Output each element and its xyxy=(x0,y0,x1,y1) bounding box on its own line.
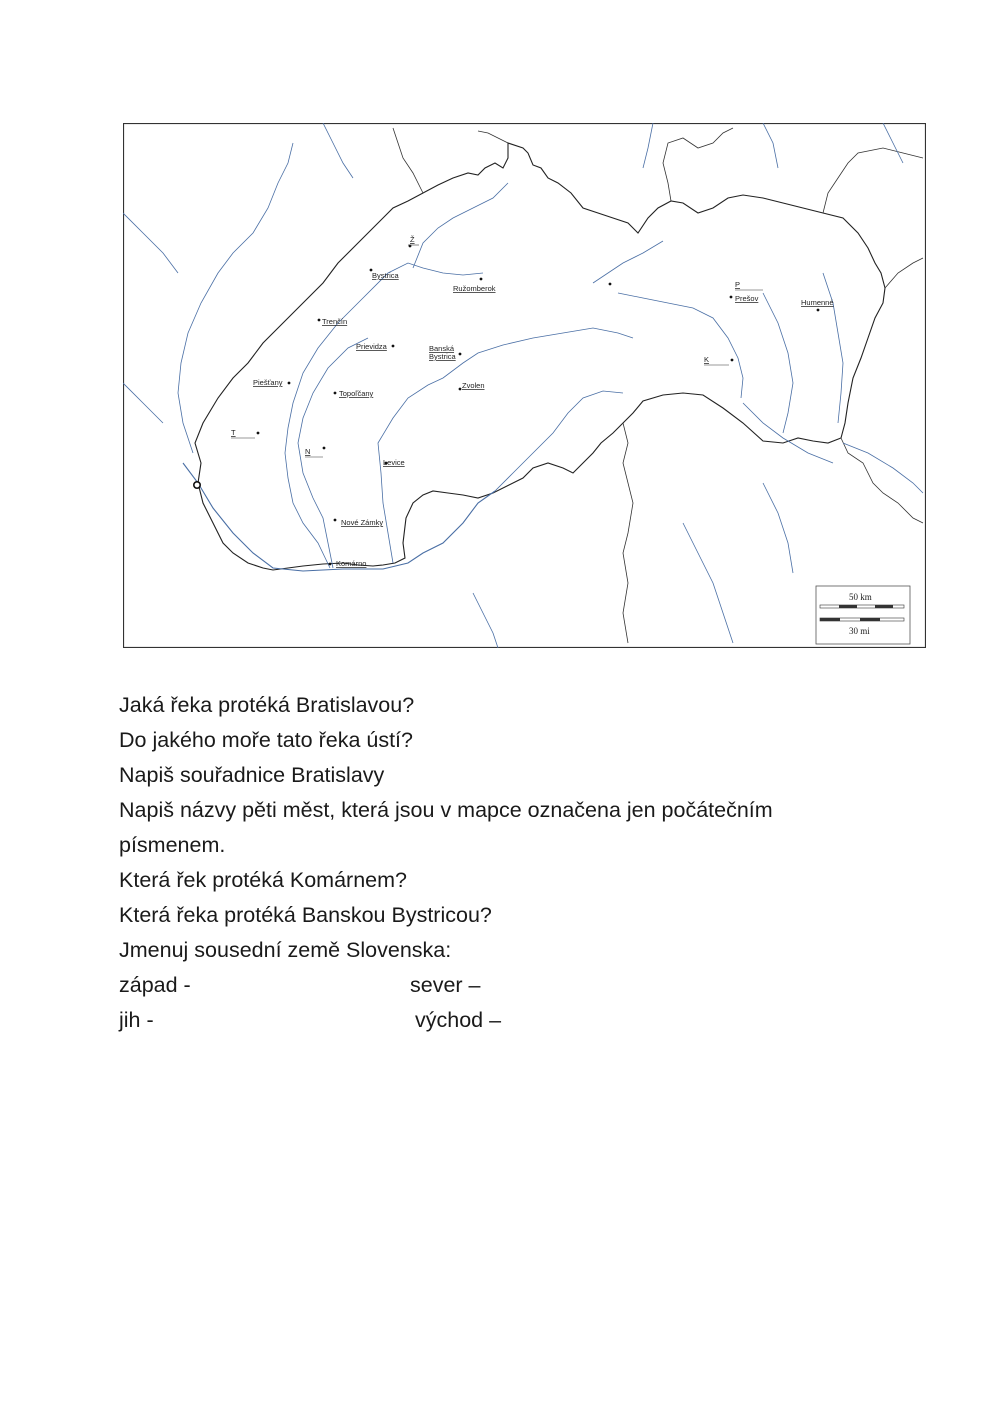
scale-mi-label: 30 mi xyxy=(849,626,870,636)
city-label-presov: Prešov xyxy=(735,294,759,303)
row-south-east xyxy=(119,1003,919,1038)
city-label-poprad: P xyxy=(735,280,741,289)
label-west: západ - xyxy=(119,973,191,997)
question-4b: písmenem. xyxy=(119,833,226,857)
label-north: sever – xyxy=(410,973,481,997)
city-label-banska2: Bystrica xyxy=(429,352,456,361)
row-west-north xyxy=(119,968,919,1003)
city-label-nitra: N xyxy=(305,447,311,456)
question-7: Jmenuj sousední země Slovenska: xyxy=(119,938,452,962)
city-label-bystrica: Bystrica xyxy=(372,271,399,280)
city-label-banska1: Banská xyxy=(429,344,455,353)
map-frame xyxy=(124,124,926,648)
question-1: Jaká řeka protéká Bratislavou? xyxy=(119,693,415,717)
slovakia-map xyxy=(123,123,926,648)
city-label-komarno: Komárno xyxy=(336,559,367,568)
bratislava-marker xyxy=(194,482,200,488)
question-5: Která řek protéká Komárnem? xyxy=(119,868,407,892)
city-label-prievidza: Prievidza xyxy=(356,342,387,351)
city-label-ruzomberok: Ružomberok xyxy=(453,284,496,293)
city-label-trnava: T xyxy=(231,428,236,437)
city-label-humenne: Humenné xyxy=(801,298,834,307)
scale-km-label: 50 km xyxy=(849,592,872,602)
questions-block xyxy=(119,688,919,1038)
label-east: východ – xyxy=(415,1008,502,1032)
city-label-kosice: K xyxy=(704,355,710,364)
question-6: Která řeka protéká Banskou Bystricou? xyxy=(119,903,492,927)
map-svg xyxy=(123,123,926,648)
city-label-zilina: Ž xyxy=(410,235,415,244)
question-2: Do jakého moře tato řeka ústí? xyxy=(119,728,413,752)
city-label-levice: Levice xyxy=(383,458,405,467)
label-south: jih - xyxy=(119,1008,154,1032)
city-label-zvolen: Zvolen xyxy=(462,381,485,390)
scale-bar xyxy=(816,586,910,644)
question-4a: Napiš názvy pěti měst, která jsou v mapce označena jen počátečním xyxy=(119,798,773,822)
city-label-novezamky: Nové Zámky xyxy=(341,518,384,527)
city-label-topolcany: Topoľčany xyxy=(339,389,374,398)
city-label-piestany: Piešťany xyxy=(253,378,283,387)
city-label-trencin: Trenčín xyxy=(322,317,348,326)
question-3: Napiš souřadnice Bratislavy xyxy=(119,763,385,787)
